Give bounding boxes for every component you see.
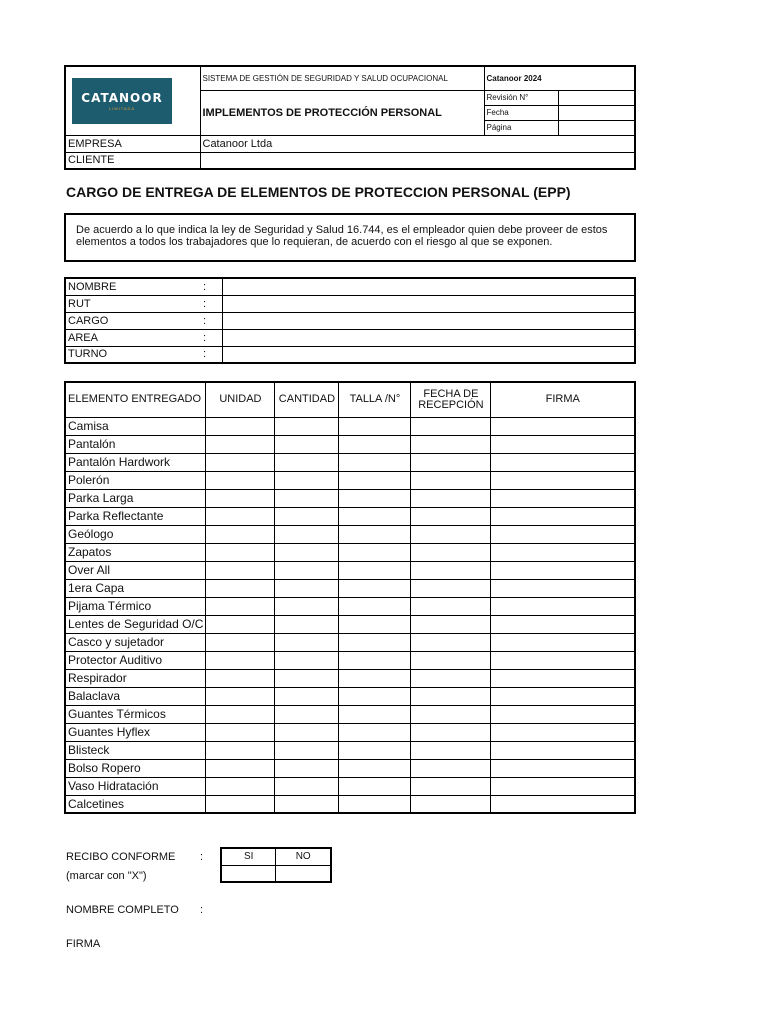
epp-talla-cell[interactable] bbox=[339, 705, 411, 723]
epp-fecha-recepcion-cell[interactable] bbox=[411, 579, 491, 597]
fecha-value[interactable] bbox=[558, 105, 635, 120]
epp-firma-cell[interactable] bbox=[491, 561, 635, 579]
epp-cantidad-cell[interactable] bbox=[275, 453, 339, 471]
epp-talla-cell[interactable] bbox=[339, 597, 411, 615]
epp-unidad-cell[interactable] bbox=[206, 669, 275, 687]
epp-fecha-recepcion-cell[interactable] bbox=[411, 777, 491, 795]
info-value-field[interactable] bbox=[222, 312, 635, 329]
epp-cantidad-cell[interactable] bbox=[275, 561, 339, 579]
epp-cantidad-cell[interactable] bbox=[275, 669, 339, 687]
epp-fecha-recepcion-cell[interactable] bbox=[411, 543, 491, 561]
cliente-label: CLIENTE bbox=[65, 152, 200, 169]
info-colon: : bbox=[201, 329, 222, 346]
epp-item-name: Pantalón bbox=[65, 435, 206, 453]
epp-row bbox=[65, 669, 635, 687]
epp-talla-cell[interactable] bbox=[339, 633, 411, 651]
epp-talla-cell[interactable] bbox=[339, 543, 411, 561]
epp-row bbox=[65, 417, 635, 435]
info-row bbox=[65, 278, 635, 295]
epp-firma-cell[interactable] bbox=[491, 417, 635, 435]
epp-row bbox=[65, 579, 635, 597]
info-colon: : bbox=[201, 278, 222, 295]
page-title: CARGO DE ENTREGA DE ELEMENTOS DE PROTECCION PERSONAL (EPP) bbox=[66, 184, 571, 200]
epp-firma-cell[interactable] bbox=[491, 435, 635, 453]
epp-cantidad-cell[interactable] bbox=[275, 633, 339, 651]
epp-cantidad-cell[interactable] bbox=[275, 687, 339, 705]
epp-talla-cell[interactable] bbox=[339, 687, 411, 705]
epp-unidad-cell[interactable] bbox=[206, 489, 275, 507]
empresa-value[interactable]: Catanoor Ltda bbox=[200, 135, 635, 152]
epp-fecha-recepcion-cell[interactable] bbox=[411, 741, 491, 759]
epp-item-name: Pijama Térmico bbox=[65, 597, 206, 615]
epp-item-name: Bolso Ropero bbox=[65, 759, 206, 777]
epp-fecha-recepcion-cell[interactable] bbox=[411, 435, 491, 453]
epp-table bbox=[64, 381, 636, 814]
col-talla: TALLA /N° bbox=[339, 382, 411, 417]
epp-row bbox=[65, 543, 635, 561]
epp-row bbox=[65, 471, 635, 489]
epp-item-name: Parka Larga bbox=[65, 489, 206, 507]
epp-unidad-cell[interactable] bbox=[206, 507, 275, 525]
epp-item-name: 1era Capa bbox=[65, 579, 206, 597]
epp-row bbox=[65, 651, 635, 669]
info-row bbox=[65, 312, 635, 329]
epp-firma-cell[interactable] bbox=[491, 597, 635, 615]
epp-talla-cell[interactable] bbox=[339, 723, 411, 741]
epp-fecha-recepcion-cell[interactable] bbox=[411, 759, 491, 777]
epp-firma-cell[interactable] bbox=[491, 777, 635, 795]
si-label: SI bbox=[221, 848, 276, 865]
epp-talla-cell[interactable] bbox=[339, 669, 411, 687]
epp-firma-cell[interactable] bbox=[491, 543, 635, 561]
info-colon: : bbox=[201, 312, 222, 329]
no-checkbox[interactable] bbox=[276, 865, 331, 882]
epp-cantidad-cell[interactable] bbox=[275, 417, 339, 435]
info-value-field[interactable] bbox=[222, 329, 635, 346]
epp-item-name: Zapatos bbox=[65, 543, 206, 561]
si-checkbox[interactable] bbox=[221, 865, 276, 882]
epp-fecha-recepcion-cell[interactable] bbox=[411, 597, 491, 615]
epp-item-name: Parka Reflectante bbox=[65, 507, 206, 525]
epp-talla-cell[interactable] bbox=[339, 561, 411, 579]
epp-firma-cell[interactable] bbox=[491, 489, 635, 507]
epp-fecha-recepcion-cell[interactable] bbox=[411, 417, 491, 435]
info-colon: : bbox=[201, 346, 222, 363]
pagina-value[interactable] bbox=[558, 120, 635, 135]
epp-firma-cell[interactable] bbox=[491, 615, 635, 633]
epp-fecha-recepcion-cell[interactable] bbox=[411, 723, 491, 741]
epp-unidad-cell[interactable] bbox=[206, 525, 275, 543]
epp-talla-cell[interactable] bbox=[339, 759, 411, 777]
epp-cantidad-cell[interactable] bbox=[275, 579, 339, 597]
epp-row bbox=[65, 633, 635, 651]
firma-label: FIRMA bbox=[66, 938, 101, 950]
epp-row bbox=[65, 723, 635, 741]
epp-fecha-recepcion-cell[interactable] bbox=[411, 453, 491, 471]
col-unidad: UNIDAD bbox=[206, 382, 275, 417]
epp-firma-cell[interactable] bbox=[491, 651, 635, 669]
epp-cantidad-cell[interactable] bbox=[275, 723, 339, 741]
nombre-completo-colon: : bbox=[200, 904, 204, 916]
col-firma: FIRMA bbox=[491, 382, 635, 417]
company-year: Catanoor 2024 bbox=[484, 66, 635, 90]
epp-unidad-cell[interactable] bbox=[206, 543, 275, 561]
epp-unidad-cell[interactable] bbox=[206, 471, 275, 489]
fecha-label: Fecha bbox=[484, 105, 558, 120]
epp-fecha-recepcion-cell[interactable] bbox=[411, 507, 491, 525]
info-label: NOMBRE bbox=[65, 278, 201, 295]
epp-fecha-recepcion-cell[interactable] bbox=[411, 633, 491, 651]
epp-unidad-cell[interactable] bbox=[206, 777, 275, 795]
epp-unidad-cell[interactable] bbox=[206, 741, 275, 759]
info-value-field[interactable] bbox=[222, 278, 635, 295]
epp-firma-cell[interactable] bbox=[491, 759, 635, 777]
epp-cantidad-cell[interactable] bbox=[275, 435, 339, 453]
epp-row bbox=[65, 453, 635, 471]
epp-item-name: Protector Auditivo bbox=[65, 651, 206, 669]
epp-row bbox=[65, 795, 635, 813]
marcar-hint: (marcar con "X") bbox=[66, 870, 147, 882]
epp-firma-cell[interactable] bbox=[491, 471, 635, 489]
epp-row bbox=[65, 615, 635, 633]
intro-text: De acuerdo a lo que indica la ley de Seguridad y Salud 16.744, es el empleador quien debe proveer de estos elementos a todos los trabajadores que lo requieran, de acuerdo con el riesgo al que se exponen. bbox=[64, 213, 636, 262]
epp-fecha-recepcion-cell[interactable] bbox=[411, 687, 491, 705]
epp-talla-cell[interactable] bbox=[339, 579, 411, 597]
epp-row bbox=[65, 687, 635, 705]
epp-talla-cell[interactable] bbox=[339, 471, 411, 489]
document-title: IMPLEMENTOS DE PROTECCIÓN PERSONAL bbox=[200, 90, 484, 135]
epp-talla-cell[interactable] bbox=[339, 453, 411, 471]
epp-item-name: Vaso Hidratación bbox=[65, 777, 206, 795]
info-value-field[interactable] bbox=[222, 295, 635, 312]
epp-row bbox=[65, 435, 635, 453]
epp-item-name: Polerón bbox=[65, 471, 206, 489]
si-no-table bbox=[220, 847, 332, 883]
epp-cantidad-cell[interactable] bbox=[275, 651, 339, 669]
epp-unidad-cell[interactable] bbox=[206, 633, 275, 651]
epp-item-name: Lentes de Seguridad O/C bbox=[65, 615, 206, 633]
epp-firma-cell[interactable] bbox=[491, 579, 635, 597]
col-elemento: ELEMENTO ENTREGADO bbox=[65, 382, 206, 417]
recibo-conforme-colon: : bbox=[200, 851, 204, 863]
epp-cantidad-cell[interactable] bbox=[275, 795, 339, 813]
personal-info-table bbox=[64, 277, 636, 364]
epp-item-name: Guantes Térmicos bbox=[65, 705, 206, 723]
epp-cantidad-cell[interactable] bbox=[275, 741, 339, 759]
epp-talla-cell[interactable] bbox=[339, 507, 411, 525]
epp-fecha-recepcion-cell[interactable] bbox=[411, 525, 491, 543]
epp-fecha-recepcion-cell[interactable] bbox=[411, 471, 491, 489]
epp-talla-cell[interactable] bbox=[339, 525, 411, 543]
epp-unidad-cell[interactable] bbox=[206, 561, 275, 579]
epp-cantidad-cell[interactable] bbox=[275, 543, 339, 561]
epp-firma-cell[interactable] bbox=[491, 723, 635, 741]
epp-cantidad-cell[interactable] bbox=[275, 777, 339, 795]
epp-item-name: Respirador bbox=[65, 669, 206, 687]
recibo-conforme-label: RECIBO CONFORME bbox=[66, 851, 176, 863]
epp-cantidad-cell[interactable] bbox=[275, 705, 339, 723]
epp-talla-cell[interactable] bbox=[339, 489, 411, 507]
epp-firma-cell[interactable] bbox=[491, 453, 635, 471]
epp-cantidad-cell[interactable] bbox=[275, 759, 339, 777]
epp-item-name: Casco y sujetador bbox=[65, 633, 206, 651]
info-row bbox=[65, 295, 635, 312]
epp-talla-cell[interactable] bbox=[339, 435, 411, 453]
epp-item-name: Over All bbox=[65, 561, 206, 579]
empresa-label: EMPRESA bbox=[65, 135, 200, 152]
info-row bbox=[65, 329, 635, 346]
epp-row bbox=[65, 561, 635, 579]
info-row bbox=[65, 346, 635, 363]
epp-fecha-recepcion-cell[interactable] bbox=[411, 705, 491, 723]
epp-fecha-recepcion-cell[interactable] bbox=[411, 669, 491, 687]
epp-firma-cell[interactable] bbox=[491, 705, 635, 723]
epp-unidad-cell[interactable] bbox=[206, 795, 275, 813]
info-label: CARGO bbox=[65, 312, 201, 329]
epp-unidad-cell[interactable] bbox=[206, 579, 275, 597]
epp-cantidad-cell[interactable] bbox=[275, 525, 339, 543]
epp-fecha-recepcion-cell[interactable] bbox=[411, 651, 491, 669]
company-logo bbox=[72, 78, 172, 124]
document-header bbox=[64, 65, 636, 170]
epp-item-name: Geólogo bbox=[65, 525, 206, 543]
no-label: NO bbox=[276, 848, 331, 865]
info-colon: : bbox=[201, 295, 222, 312]
epp-firma-cell[interactable] bbox=[491, 795, 635, 813]
epp-row bbox=[65, 705, 635, 723]
epp-talla-cell[interactable] bbox=[339, 777, 411, 795]
info-label: TURNO bbox=[65, 346, 201, 363]
info-label: RUT bbox=[65, 295, 201, 312]
epp-unidad-cell[interactable] bbox=[206, 723, 275, 741]
system-title: SISTEMA DE GESTIÓN DE SEGURIDAD Y SALUD OCUPACIONAL bbox=[200, 66, 484, 90]
epp-row bbox=[65, 525, 635, 543]
epp-item-name: Calcetines bbox=[65, 795, 206, 813]
epp-header-row bbox=[65, 382, 635, 417]
epp-unidad-cell[interactable] bbox=[206, 615, 275, 633]
epp-fecha-recepcion-cell[interactable] bbox=[411, 615, 491, 633]
epp-cantidad-cell[interactable] bbox=[275, 597, 339, 615]
epp-firma-cell[interactable] bbox=[491, 687, 635, 705]
epp-row bbox=[65, 777, 635, 795]
epp-cantidad-cell[interactable] bbox=[275, 471, 339, 489]
epp-item-name: Balaclava bbox=[65, 687, 206, 705]
col-cantidad: CANTIDAD bbox=[275, 382, 339, 417]
epp-unidad-cell[interactable] bbox=[206, 651, 275, 669]
epp-unidad-cell[interactable] bbox=[206, 597, 275, 615]
epp-row bbox=[65, 741, 635, 759]
info-value-field[interactable] bbox=[222, 346, 635, 363]
epp-row bbox=[65, 489, 635, 507]
epp-cantidad-cell[interactable] bbox=[275, 489, 339, 507]
epp-item-name: Guantes Hyflex bbox=[65, 723, 206, 741]
revision-value[interactable] bbox=[558, 90, 635, 105]
epp-talla-cell[interactable] bbox=[339, 651, 411, 669]
epp-firma-cell[interactable] bbox=[491, 525, 635, 543]
epp-unidad-cell[interactable] bbox=[206, 705, 275, 723]
epp-fecha-recepcion-cell[interactable] bbox=[411, 489, 491, 507]
epp-talla-cell[interactable] bbox=[339, 795, 411, 813]
pagina-label: Página bbox=[484, 120, 558, 135]
epp-fecha-recepcion-cell[interactable] bbox=[411, 561, 491, 579]
epp-firma-cell[interactable] bbox=[491, 507, 635, 525]
epp-item-name: Blisteck bbox=[65, 741, 206, 759]
epp-row bbox=[65, 507, 635, 525]
logo-subtext: LIMITADA bbox=[108, 105, 136, 111]
epp-unidad-cell[interactable] bbox=[206, 453, 275, 471]
epp-firma-cell[interactable] bbox=[491, 741, 635, 759]
nombre-completo-label: NOMBRE COMPLETO bbox=[66, 904, 179, 916]
epp-row bbox=[65, 759, 635, 777]
logo-cell bbox=[65, 66, 200, 135]
epp-fecha-recepcion-cell[interactable] bbox=[411, 795, 491, 813]
revision-label: Revisión N° bbox=[484, 90, 558, 105]
epp-unidad-cell[interactable] bbox=[206, 759, 275, 777]
cliente-value[interactable] bbox=[200, 152, 635, 169]
col-fecha-recepcion: FECHA DE RECEPCIÓN bbox=[411, 382, 491, 417]
epp-item-name: Pantalón Hardwork bbox=[65, 453, 206, 471]
epp-item-name: Camisa bbox=[65, 417, 206, 435]
epp-unidad-cell[interactable] bbox=[206, 435, 275, 453]
logo-text: CATANOOR bbox=[81, 90, 163, 105]
epp-firma-cell[interactable] bbox=[491, 669, 635, 687]
epp-talla-cell[interactable] bbox=[339, 741, 411, 759]
epp-unidad-cell[interactable] bbox=[206, 417, 275, 435]
epp-talla-cell[interactable] bbox=[339, 417, 411, 435]
epp-cantidad-cell[interactable] bbox=[275, 507, 339, 525]
epp-talla-cell[interactable] bbox=[339, 615, 411, 633]
info-label: AREA bbox=[65, 329, 201, 346]
epp-cantidad-cell[interactable] bbox=[275, 615, 339, 633]
epp-firma-cell[interactable] bbox=[491, 633, 635, 651]
epp-row bbox=[65, 597, 635, 615]
epp-unidad-cell[interactable] bbox=[206, 687, 275, 705]
